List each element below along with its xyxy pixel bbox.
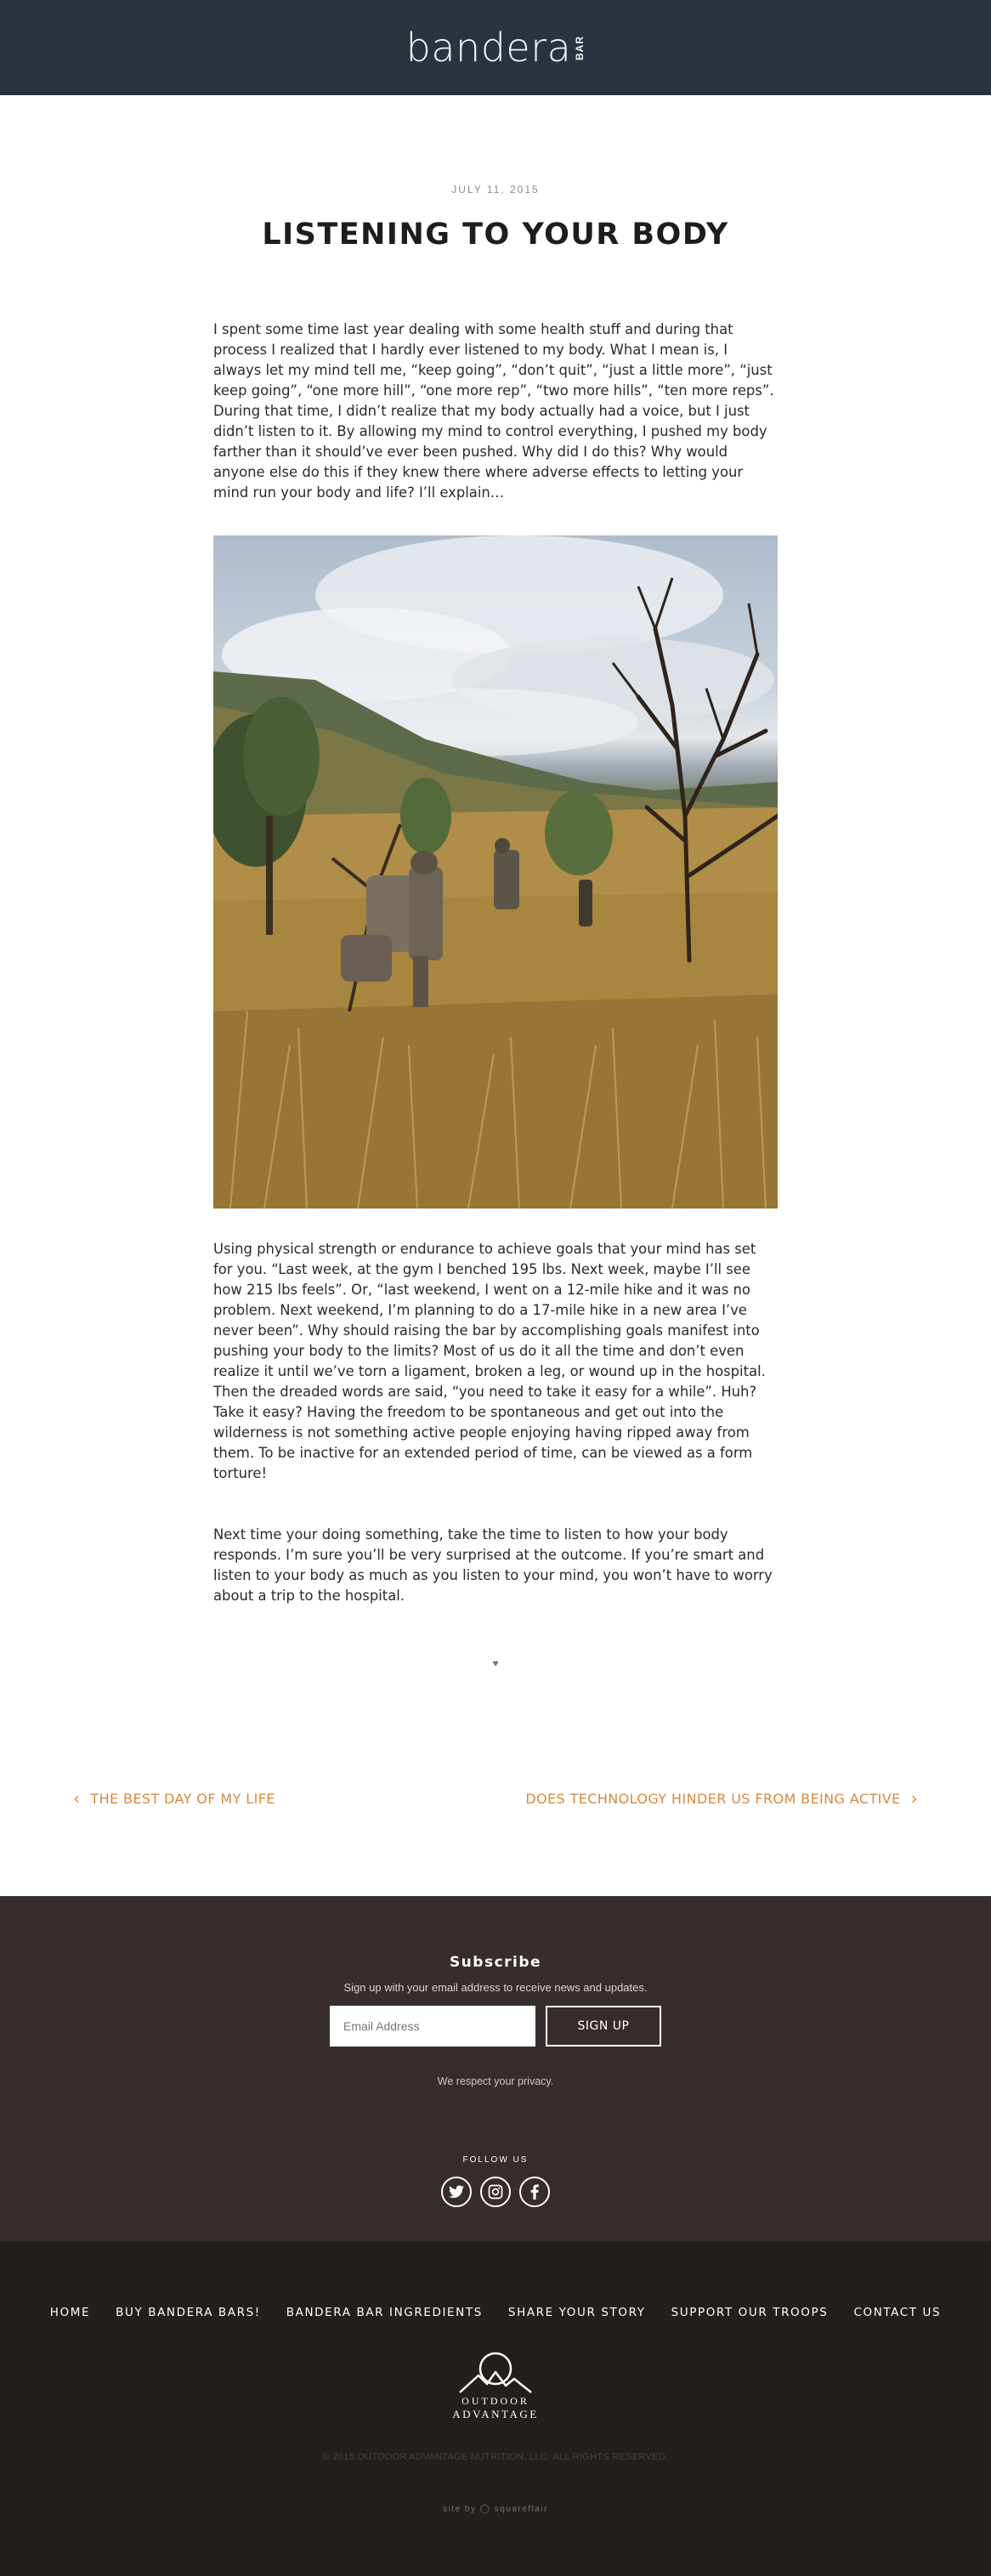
post-pagination (0, 1788, 991, 1809)
post-title: LISTENING TO YOUR BODY (262, 218, 729, 252)
bandera-logo[interactable] (406, 25, 586, 71)
logo-suffix: BAR (574, 35, 586, 60)
next-post-link[interactable] (525, 1788, 918, 1809)
social-links (0, 2177, 991, 2207)
site-footer (0, 2241, 991, 2576)
twitter-icon[interactable] (441, 2177, 472, 2207)
subscribe-description: Sign up with your email address to receive news and updates. (343, 1981, 648, 1994)
previous-post-label: THE BEST DAY OF MY LIFE (90, 1790, 275, 1807)
hiking-photo-illustration (213, 535, 778, 1209)
chevron-right-icon: › (910, 1788, 918, 1809)
site-header (0, 0, 991, 95)
copyright-text: © 2015 OUTDOOR ADVANTAGE NUTRITION, LLC. ALL RIGHTS RESERVED. (322, 2452, 669, 2462)
privacy-note: We respect your privacy. (437, 2075, 554, 2087)
outdoor-advantage-logo[interactable] (436, 2350, 555, 2426)
email-input[interactable] (330, 2006, 535, 2047)
blog-post (213, 95, 778, 1669)
footer-nav (0, 2306, 991, 2319)
site-credit[interactable]: site by ◯ squareflair (443, 2505, 548, 2514)
heart-icon: ♥ (492, 1657, 499, 1669)
footer-link-ingredients[interactable]: BANDERA BAR INGREDIENTS (286, 2306, 483, 2319)
hiking-photo (213, 535, 778, 1209)
logo-line-2: ADVANTAGE (452, 2408, 539, 2420)
footer-link-share-story[interactable]: SHARE YOUR STORY (507, 2306, 646, 2319)
footer-link-home[interactable]: HOME (49, 2306, 91, 2319)
sign-up-button[interactable]: SIGN UP (546, 2006, 661, 2047)
follow-us-label: FOLLOW US (462, 2155, 529, 2165)
post-paragraph: Next time your doing something, take the time to listen to how your body responds. I’m sure you’ll be very surprised at the outcome. If you’re smart and listen to your body as much as you listen to your mind, you won’t have to worry about a trip to the hospital. (213, 1526, 773, 1604)
subscribe-form (0, 2006, 991, 2047)
logo-wordmark: bandera (405, 25, 572, 71)
facebook-icon[interactable] (519, 2177, 550, 2207)
logo-line-1: OUTDOOR (462, 2395, 529, 2407)
footer-link-buy[interactable]: BUY BANDERA BARS! (116, 2306, 261, 2319)
subscribe-section (0, 1896, 991, 2241)
footer-link-contact[interactable]: CONTACT US (853, 2306, 942, 2319)
post-paragraph: Using physical strength or endurance to achieve goals that your mind has set for you. “Last week, at the gym I benched 195 lbs. Next week, maybe I’ll see how 215 lbs feels”. Or, “last weekend, I went on a 12-mile hike and it was no problem. Next weekend, I’m planning to do a 17-mile hike in a new area I’ve never been”. Why should raising the bar by accomplishing goals manifest into pushing your body to the limits? Most of us do it all the time and don’t even realize it until we’ve torn a ligament, broken a leg, or wound up in the hospital. Then the dreaded words are said, “you need to take it easy for a while”. Huh? Take it easy? Having the freedom to be spontaneous and get out into the wilderness is not something active people enjoying having ripped away from them. To be inactive for an extended period of time, can be viewed as a form torture! (213, 1241, 766, 1481)
previous-post-link[interactable] (73, 1788, 275, 1809)
subscribe-title: Subscribe (449, 1954, 542, 1971)
instagram-icon[interactable] (480, 2177, 511, 2207)
post-paragraph: I spent some time last year dealing with some health stuff and during that process I realized that I hardly ever listened to my body. What I mean is, I always let my mind tell me, “keep going”, “don’t quit”, “just a little more”, “just keep going”, “one more hill”, “one more rep”, “two more hills”, “ten more reps”. During that time, I didn’t realize that my body actually had a voice, but I just didn’t listen to it. By allowing my mind to control everything, I pushed my body farther than it should’ve ever been pushed. Why did I do this? Why would anyone else do this if they knew there where adverse effects to letting your mind run your body and life? I’ll explain… (213, 321, 774, 501)
post-date: JULY 11, 2015 (451, 184, 540, 195)
footer-link-support-troops[interactable]: SUPPORT OUR TROOPS (671, 2306, 829, 2319)
next-post-label: DOES TECHNOLOGY HINDER US FROM BEING ACTIVE (525, 1790, 901, 1807)
chevron-left-icon: ‹ (73, 1788, 81, 1809)
